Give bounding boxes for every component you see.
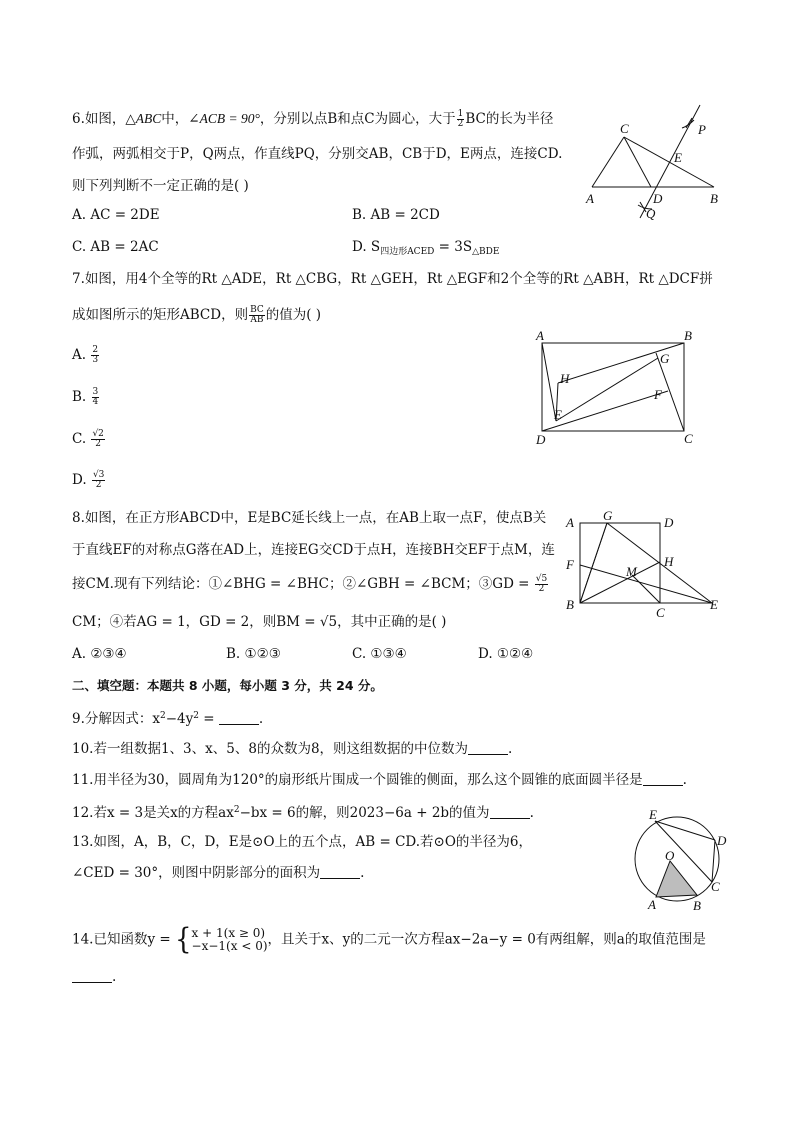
q13-answer-blank[interactable] [320, 866, 360, 879]
q9-line: 9.分解因式：$x^2-4y^2$ = . [72, 711, 264, 727]
q6-line2: 作弧，两弧相交于P，Q两点，作直线PQ，分别交AB，CB于D，E两点，连接CD. [72, 146, 563, 162]
q6-line3: 则下列判断不一定正确的是( ) [72, 178, 249, 194]
q6-option-c: C. AB = 2AC [72, 239, 159, 255]
q8-option-b: B. ①②③ [226, 646, 281, 662]
q6-line1: 6.如图，△ABC中，∠ACB = 90°，分别以点B和点C为圆心，大于 $\frac{1}{2}$ BC的长为半径 [72, 109, 554, 129]
q7-label-H: H [560, 371, 570, 386]
q13-label-C: C [711, 879, 720, 894]
q13-label-D: D [717, 833, 727, 848]
q7-figure [530, 325, 700, 450]
q6-label-E: E [674, 150, 682, 165]
q6-label-P: P [698, 122, 706, 137]
q7-line1: 7.如图，用4个全等的Rt △ADE，Rt △CBG，Rt △GEH，Rt △EGF和2个全等的Rt △ABH，Rt △DCF拼 [72, 271, 713, 287]
q11-answer-blank[interactable] [643, 773, 683, 786]
q8-label-A: A [566, 515, 574, 530]
q8-option-d: D. ①②④ [478, 646, 534, 662]
q7-option-a: A. $\frac{2}{3}$ [72, 345, 99, 365]
q6-option-b: B. AB = 2CD [352, 207, 440, 223]
q14-line1: 14.已知函数y = { x + 1(x ≥ 0) −x−1(x < 0) ，且关于x、y的二元一次方程ax−2a−y = 0有两组解，则a的取值范围是 [72, 923, 706, 957]
q7-label-D: D [536, 432, 546, 447]
sqrt5-half-fraction: $\frac{√5}{2}$ [535, 574, 548, 594]
section-2-heading: 二、填空题：本题共 8 小题，每小题 3 分，共 24 分。 [72, 678, 383, 693]
half-fraction: $\frac{1}{2}$ [457, 109, 464, 129]
q8-figure [560, 505, 730, 620]
q13-line2: ∠CED = 30°，则图中阴影部分的面积为 . [72, 865, 365, 881]
q6-option-d: D. $S_{四边形ACED} = 3S_{\triangle BDE}$ [352, 239, 500, 257]
q10-line: 10.若一组数据1、3、x、5、8的众数为8，则这组数据的中位数为 . [72, 741, 513, 757]
q11-line: 11.用半径为30，圆周角为120°的扇形纸片围成一个圆锥的侧面，那么这个圆锥的底面圆半径是 . [72, 772, 687, 788]
q12-line: 12.若x = 3是关x的方程$ax^2-bx = 6$的解，则2023−6a + 2b的值为 . [72, 805, 534, 821]
q6-label-Q: Q [646, 206, 656, 221]
q7-label-F: F [654, 387, 662, 402]
q8-label-B: B [566, 597, 574, 612]
q13-label-B: B [693, 898, 701, 913]
q7-label-B: B [684, 328, 692, 343]
piecewise-cases: x + 1(x ≥ 0) −x−1(x < 0) [191, 926, 268, 953]
q10-answer-blank[interactable] [468, 742, 508, 755]
q8-label-E: E [710, 597, 718, 612]
q9-answer-blank[interactable] [219, 712, 259, 725]
q8-label-H: H [664, 554, 674, 569]
q8-label-F: F [566, 557, 574, 572]
q7-label-C: C [684, 431, 693, 446]
q7-label-G: G [660, 351, 670, 366]
q12-answer-blank[interactable] [490, 806, 530, 819]
q6-option-a: A. AC = 2DE [72, 207, 160, 223]
q8-label-D: D [664, 515, 674, 530]
piecewise-brace: { [175, 923, 192, 957]
q13-label-O: O [665, 848, 675, 863]
q8-line1: 8.如图，在正方形ABCD中，E是BC延长线上一点，在AB上取一点F，使点B关 [72, 510, 547, 526]
q6-label-C: C [620, 121, 629, 136]
q13-label-A: A [648, 897, 656, 912]
q7-option-c: C. $\frac{√2}{2}$ [72, 429, 104, 449]
q7-option-b: B. $\frac{3}{4}$ [72, 387, 99, 407]
q6-label-B: B [710, 191, 718, 206]
q8-line4: CM；④若AG = 1，GD = 2，则BM = √5，其中正确的是( ) [72, 614, 447, 630]
q7-label-E: E [554, 407, 562, 422]
q14-line2: . [72, 968, 116, 986]
q8-label-C: C [656, 605, 665, 620]
q6-label-D: D [653, 191, 663, 206]
q7-label-A: A [536, 328, 544, 343]
q6-label-A: A [586, 191, 594, 206]
q7-option-d: D. $\frac{√3}{2}$ [72, 470, 105, 490]
q14-answer-blank[interactable] [72, 970, 112, 983]
q13-figure [625, 805, 735, 917]
bc-ab-fraction: $\frac{BC}{AB}$ [250, 305, 264, 325]
q13-line1: 13.如图，A，B，C，D，E是⊙O上的五个点，AB = CD.若⊙O的半径为6， [72, 834, 533, 850]
q8-option-c: C. ①③④ [352, 646, 407, 662]
q13-label-E: E [649, 807, 657, 822]
q7-line2: 成如图所示的矩形ABCD，则 $\frac{BC}{AB}$ 的值为( ) [72, 305, 322, 325]
q8-label-M: M [626, 564, 637, 579]
q6-figure [580, 100, 730, 225]
q8-label-G: G [603, 508, 613, 523]
q8-option-a: A. ②③④ [72, 646, 127, 662]
q8-line3: 接CM.现有下列结论：①∠BHG = ∠BHC；②∠GBH = ∠BCM；③GD = $\frac{√5}{2}$ [72, 574, 548, 594]
q8-line2: 于直线EF的对称点G落在AD上，连接EG交CD于点H，连接BH交EF于点M，连 [72, 542, 555, 558]
